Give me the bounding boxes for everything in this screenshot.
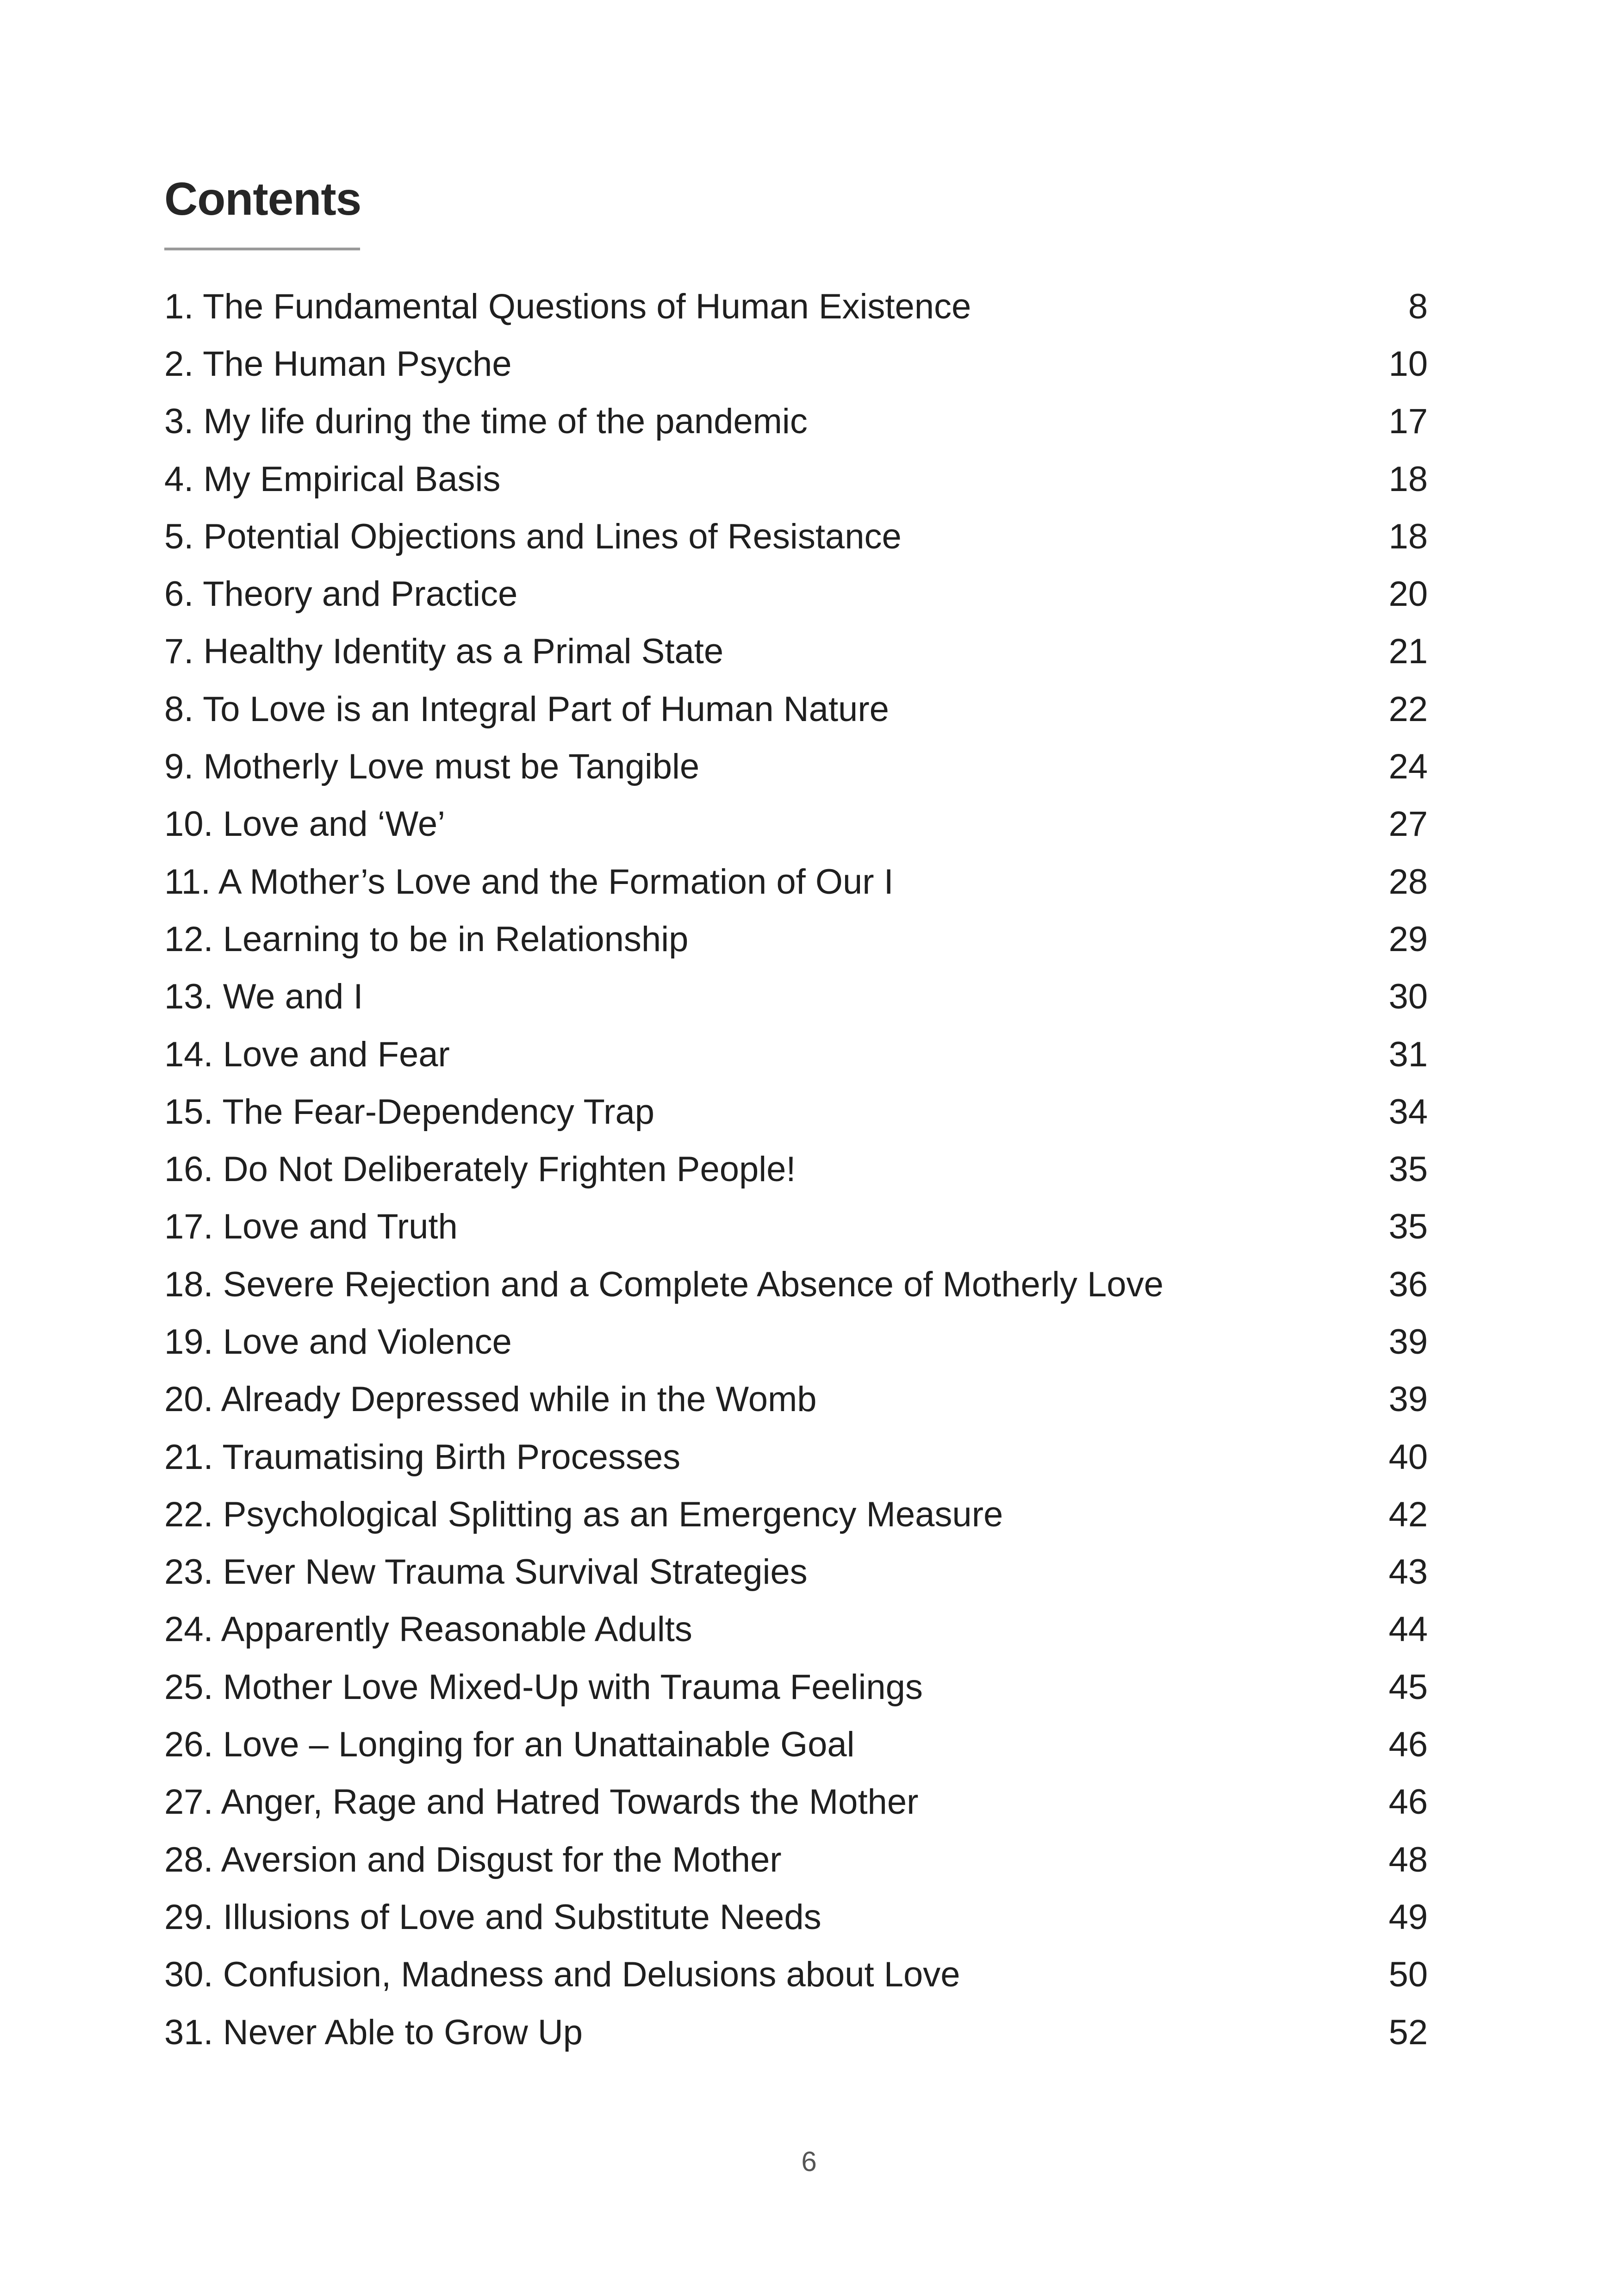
toc-entry-title: 6. Theory and Practice xyxy=(164,574,518,614)
toc-entry-title: 20. Already Depressed while in the Womb xyxy=(164,1380,817,1419)
toc-entry-page-number: 35 xyxy=(1388,1150,1428,1189)
toc-entry-title: 8. To Love is an Integral Part of Human Nature xyxy=(164,689,889,729)
toc-entry xyxy=(164,1256,1428,1313)
toc-entry xyxy=(164,335,1428,392)
toc-entry-title: 15. The Fear-Dependency Trap xyxy=(164,1092,654,1132)
toc-entry-page-number: 43 xyxy=(1388,1552,1428,1592)
toc-entry-title: 24. Apparently Reasonable Adults xyxy=(164,1610,692,1649)
toc-entry-page-number: 36 xyxy=(1388,1264,1428,1304)
toc-entry xyxy=(164,1601,1428,1658)
toc-entry xyxy=(164,680,1428,738)
toc-entry-title: 9. Motherly Love must be Tangible xyxy=(164,747,700,787)
toc-entry-page-number: 44 xyxy=(1388,1610,1428,1649)
toc-entry xyxy=(164,1313,1428,1370)
toc-entry xyxy=(164,450,1428,508)
toc-entry-title: 26. Love – Longing for an Unattainable Goal xyxy=(164,1725,855,1765)
toc-entry-page-number: 52 xyxy=(1388,2012,1428,2052)
toc-entry xyxy=(164,738,1428,795)
toc-entry-title: 29. Illusions of Love and Substitute Needs xyxy=(164,1897,821,1937)
toc-entry-page-number: 20 xyxy=(1388,574,1428,614)
toc-entry-title: 22. Psychological Splitting as an Emergency Measure xyxy=(164,1494,1003,1534)
toc-entry-page-number: 39 xyxy=(1388,1322,1428,1362)
toc-entry-page-number: 49 xyxy=(1388,1897,1428,1937)
toc-entry xyxy=(164,1026,1428,1083)
toc-entry xyxy=(164,853,1428,910)
toc-entry-title: 31. Never Able to Grow Up xyxy=(164,2012,583,2052)
toc-entry-page-number: 31 xyxy=(1388,1034,1428,1074)
toc-entry-page-number: 27 xyxy=(1388,804,1428,844)
page-title: Contents xyxy=(164,173,361,225)
toc-entry-title: 13. We and I xyxy=(164,977,363,1017)
toc-entry-page-number: 24 xyxy=(1388,747,1428,787)
toc-entry-page-number: 40 xyxy=(1388,1437,1428,1477)
toc-entry xyxy=(164,393,1428,450)
toc-entry xyxy=(164,1773,1428,1831)
toc-entry xyxy=(164,508,1428,565)
toc-entry xyxy=(164,1140,1428,1198)
toc-entry xyxy=(164,1831,1428,1888)
toc-entry-page-number: 8 xyxy=(1408,286,1428,326)
toc-entry-title: 23. Ever New Trauma Survival Strategies xyxy=(164,1552,808,1592)
toc-entry xyxy=(164,1486,1428,1543)
toc-entry-title: 28. Aversion and Disgust for the Mother xyxy=(164,1840,782,1879)
toc-entry xyxy=(164,1946,1428,2004)
toc-entry-page-number: 22 xyxy=(1388,689,1428,729)
toc-entry-page-number: 18 xyxy=(1388,516,1428,556)
toc-entry-page-number: 45 xyxy=(1388,1667,1428,1707)
toc-entry-page-number: 35 xyxy=(1388,1207,1428,1247)
toc-entry xyxy=(164,968,1428,1026)
toc-entry xyxy=(164,278,1428,335)
toc-entry-page-number: 29 xyxy=(1388,919,1428,959)
toc-entry xyxy=(164,623,1428,680)
page-number: 6 xyxy=(801,2146,817,2177)
toc-entry-page-number: 48 xyxy=(1388,1840,1428,1879)
toc-entry xyxy=(164,910,1428,968)
toc-entry-title: 3. My life during the time of the pandemic xyxy=(164,402,808,442)
toc-entry-page-number: 46 xyxy=(1388,1725,1428,1765)
toc-entry xyxy=(164,565,1428,622)
toc-entry-page-number: 34 xyxy=(1388,1092,1428,1132)
toc-entry-title: 25. Mother Love Mixed-Up with Trauma Feelings xyxy=(164,1667,923,1707)
toc-entry xyxy=(164,2004,1428,2061)
toc-entry-page-number: 21 xyxy=(1388,632,1428,672)
title-underline xyxy=(164,248,360,250)
toc-entry-title: 4. My Empirical Basis xyxy=(164,459,501,499)
toc-entry-title: 12. Learning to be in Relationship xyxy=(164,919,689,959)
toc-entry-title: 19. Love and Violence xyxy=(164,1322,512,1362)
toc-entry-page-number: 46 xyxy=(1388,1782,1428,1822)
toc-entry-page-number: 28 xyxy=(1388,862,1428,902)
toc-entry-title: 11. A Mother’s Love and the Formation of Our I xyxy=(164,862,894,902)
toc-entry-page-number: 42 xyxy=(1388,1494,1428,1534)
toc-entry-page-number: 18 xyxy=(1388,459,1428,499)
toc-entry-title: 16. Do Not Deliberately Frighten People! xyxy=(164,1150,796,1189)
toc-entry xyxy=(164,1371,1428,1428)
toc-entry-title: 7. Healthy Identity as a Primal State xyxy=(164,632,724,672)
toc-entry xyxy=(164,1658,1428,1716)
toc-entry-title: 30. Confusion, Madness and Delusions about Love xyxy=(164,1955,960,1995)
table-of-contents xyxy=(164,278,1428,2061)
toc-entry-title: 21. Traumatising Birth Processes xyxy=(164,1437,681,1477)
toc-entry-page-number: 10 xyxy=(1388,344,1428,384)
toc-entry-title: 27. Anger, Rage and Hatred Towards the Mother xyxy=(164,1782,919,1822)
toc-entry-page-number: 50 xyxy=(1388,1955,1428,1995)
toc-entry xyxy=(164,1888,1428,1946)
toc-entry xyxy=(164,796,1428,853)
toc-entry xyxy=(164,1198,1428,1256)
toc-entry-page-number: 17 xyxy=(1388,402,1428,442)
toc-entry-title: 18. Severe Rejection and a Complete Absence of Motherly Love xyxy=(164,1264,1164,1304)
toc-entry-title: 14. Love and Fear xyxy=(164,1034,450,1074)
toc-entry-title: 10. Love and ‘We’ xyxy=(164,804,445,844)
toc-entry-title: 2. The Human Psyche xyxy=(164,344,512,384)
toc-entry xyxy=(164,1428,1428,1486)
toc-entry xyxy=(164,1716,1428,1773)
toc-entry-title: 5. Potential Objections and Lines of Resistance xyxy=(164,516,902,556)
toc-entry-page-number: 30 xyxy=(1388,977,1428,1017)
toc-entry xyxy=(164,1083,1428,1140)
toc-entry-page-number: 39 xyxy=(1388,1380,1428,1419)
toc-entry-title: 17. Love and Truth xyxy=(164,1207,458,1247)
toc-entry xyxy=(164,1543,1428,1601)
toc-entry-title: 1. The Fundamental Questions of Human Existence xyxy=(164,286,971,326)
